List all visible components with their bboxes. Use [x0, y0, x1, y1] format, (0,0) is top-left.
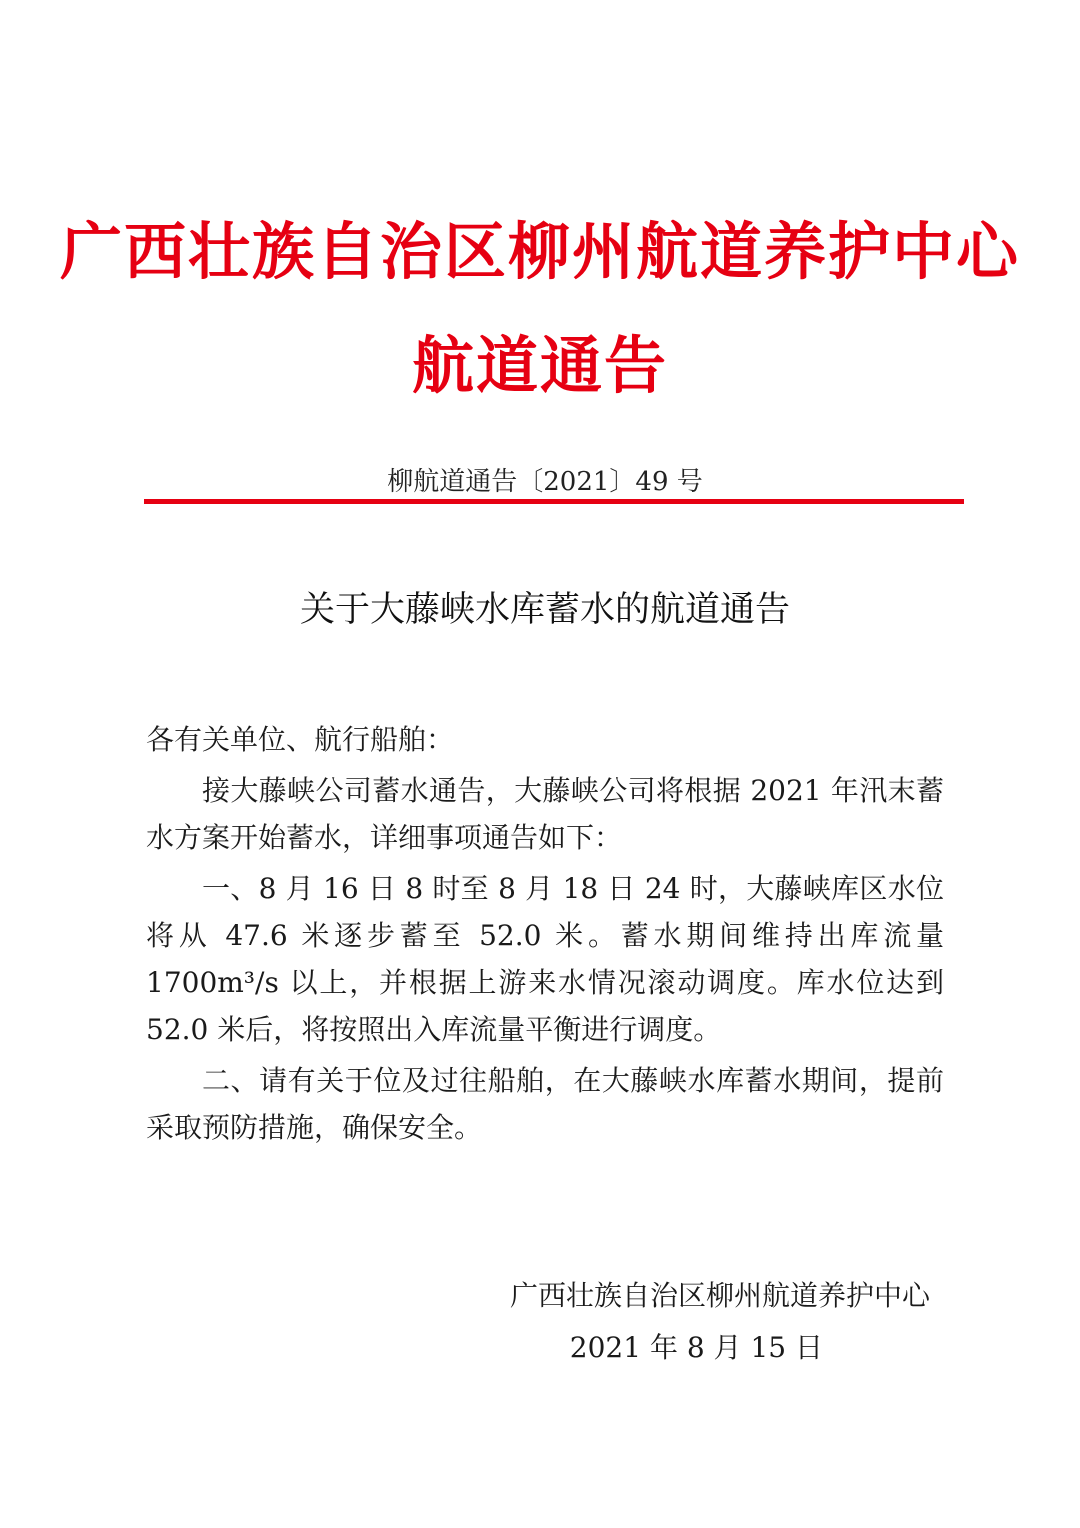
signature-date: 2021 年 8 月 15 日 [569, 1331, 823, 1364]
body-paragraph-intro: 接大藤峡公司蓄水通告，大藤峡公司将根据 2021 年汛末蓄水方案开始蓄水，详细事项通告如下： [146, 774, 944, 854]
signature-issuer: 广西壮族自治区柳州航道养护中心 [509, 1279, 930, 1312]
red-header-divider [144, 499, 964, 504]
document-type-header: 航道通告 [411, 329, 668, 402]
signature-block [510, 1270, 930, 1374]
salutation: 各有关单位、航行船舶： [146, 723, 455, 756]
document-number: 柳航道通告〔2021〕49 号 [387, 467, 703, 497]
issuing-organization-header: 广西壮族自治区柳州航道养护中心 [59, 215, 1020, 288]
body-paragraph-item-2: 二、请有关于位及过往船舶，在大藤峡水库蓄水期间，提前采取预防措施，确保安全。 [146, 1064, 944, 1144]
notice-title: 关于大藤峡水库蓄水的航道通告 [299, 590, 790, 630]
notice-body [146, 716, 944, 1155]
body-paragraph-item-1: 一、8 月 16 日 8 时至 8 月 18 日 24 时，大藤峡库区水位将从 47.6 米逐步蓄至 52.0 米。蓄水期间维持出库流量 1700m³/s 以上，并根据上游来水情况滚动调度。库水位达到 52.0 米后，将按照出入库流量平衡进行调度。 [146, 872, 944, 1046]
